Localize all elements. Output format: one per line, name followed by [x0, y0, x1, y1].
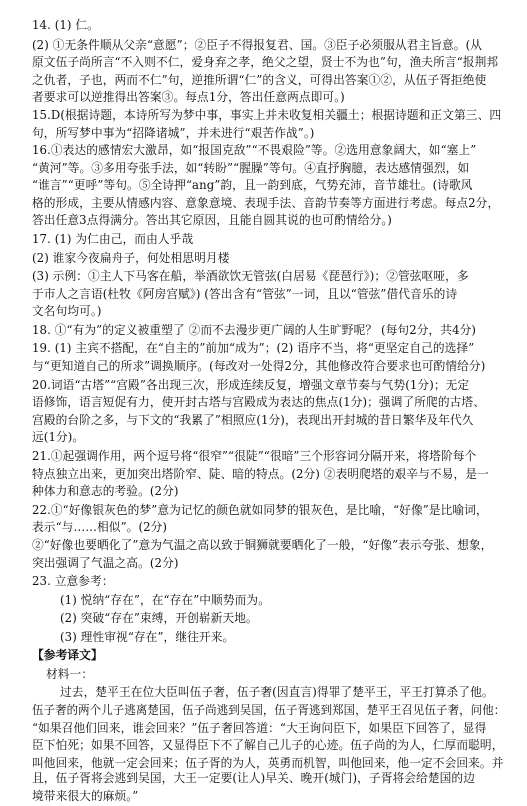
answer-22-line3: ②“好像也要晒化了”意为气温之高以致于铜狮就要晒化了一般，“好像”表示夸张、想象， — [32, 537, 493, 552]
translation-line6: 且，伍子胥将会逃到吴国，大王一定要(让人)早关、晚开(城门)，子胥将会给楚国的边 — [32, 771, 475, 786]
answer-17-part1: 17. (1) 为仁由己，而由人乎哉 — [32, 232, 194, 246]
answer-21-line2: 特点独立出来，更加突出塔阶窄、陡、暗的特点。(2分) ②表明爬塔的艰辛与不易，是一 — [32, 466, 489, 481]
translation-line1: 过去，楚平王在位大臣叫伍子奢，伍子奢(因直言)得罪了楚平王，平王打算杀了他。 — [60, 685, 494, 700]
translation-line5: 叫他回来，他就一定会回来；伍子胥的为人，英勇而机智，叫他回来，他一定不会回来。并 — [32, 755, 504, 770]
answer-16-line2: “黄河”等。③多用夸张手法，如“转盼”“腥臊”等句。④直抒胸臆，表达感情强烈，如 — [32, 160, 470, 175]
answer-16-line5: 答出任意3点得满分。答出其它原因，且能自圆其说的也可酌情给分。) — [32, 213, 392, 228]
translation-line7: 境带来很大的麻烦。” — [32, 789, 139, 803]
answer-17-part3-line3: 文名句均可。) — [32, 304, 102, 319]
material-one-label: 材料一： — [46, 666, 94, 681]
answer-16-line1: 16.①表达的感情宏大激昂，如“报国克敌”“不畏艰险”等。②选用意象阔大，如“塞上” — [32, 143, 477, 158]
answer-17-part2: (2) 谁家今夜扁舟子，何处相思明月楼 — [32, 250, 230, 265]
answer-14-part2-line4: 者要求可以逆推得出答案③。每点1分，答出任意两点即可。) — [32, 90, 345, 105]
answer-14-part2-line3: 之仇者，子也，两而不仁”句，逆推所谓“仁”的含义，可得出答案①②，从伍子胥拒绝使 — [32, 72, 487, 87]
answer-23-idea2: (2) 突破“存在”束缚，开创崭新天地。 — [60, 611, 258, 626]
translation-heading: 【参考译文】 — [32, 648, 103, 663]
answer-23-idea3: (3) 理性审视“存在”，继往开来。 — [60, 629, 235, 644]
answer-17-part3-line1: (3) 示例：①主人下马客在船，举酒欲饮无管弦(白居易《琵琶行》)；②管弦呕哑，多 — [32, 269, 469, 284]
answer-20-line4: 远(1分)。 — [32, 430, 85, 445]
answer-22-line4: 突出强调了气温之高。(2分) — [32, 555, 179, 570]
answer-14-part2-line2: 原文伍子尚所言“不入则不仁，爱身弃之孝，绝父之望，贤士不为也”句，渔夫所言“报荆邦 — [32, 55, 499, 70]
answer-23-idea1: (1) 悦纳“存在”，在“存在”中顺势而为。 — [60, 592, 270, 607]
answer-15-line1: 15.D(根据诗题，本诗所写为梦中事，事实上并未收复相关疆土；根据诗题和正文第三、四 — [32, 107, 502, 122]
translation-line2: 伍子奢的两个儿子逃离楚国，伍子尚逃到吴国，伍子胥逃到郑国，楚平王召见伍子奢，问他： — [32, 703, 506, 717]
answer-19-line1: 19. (1) 主宾不搭配，在“自主的”前加“成为”；(2) 语序不当，将“更坚定自己的选择” — [32, 341, 475, 356]
answer-18: 18. ①“有为”的定义被重塑了 ②而不去漫步更广阔的人生旷野呢？ (每句2分，共4分) — [32, 322, 477, 337]
answer-20-line1: 20.词语“古塔”“宫殿”各出现三次，形成连续反复，增强文章节奏与气势(1分)；无定 — [32, 377, 470, 392]
answer-21-line1: 21.①起强调作用，两个逗号将“很窄”“很陡”“很暗”三个形容词分隔开来，将塔阶每个 — [32, 448, 477, 463]
translation-line3: “如果召他们回来，谁会回来？”伍子奢回答道：“大王询问臣下，如果臣下回答了，显得 — [32, 720, 487, 735]
translation-line4: 臣下怕死；如果不回答，又显得臣下不了解自己儿子的心迹。伍子尚的为人，仁厚而聪明， — [32, 738, 504, 753]
answer-22-line1: 22.①“好像银灰色的梦”意为记忆的颜色就如同梦的银灰色，是比喻，“好像”是比喻词， — [32, 502, 488, 517]
answer-21-line3: 种体力和意志的考验。(2分) — [32, 484, 179, 499]
answer-16-line4: 格的形成，主要从情感内容、意象意境、表现手法、音韵节奏等方面进行考虑。每点2分， — [32, 195, 500, 210]
answer-23-heading: 23. 立意参考： — [32, 574, 114, 588]
answer-19-line2: 与“更知道自己的所求”调换顺序。(每改对一处得2分，其他修改符合要求也可酌情给分) — [32, 359, 486, 373]
answer-16-line3: “谁言”“更呼”等句。⑤全诗押“ang”韵，且一韵到底，气势充沛，音节雄壮。(诗歌风 — [32, 178, 473, 193]
answer-20-line2: 语修饰，语言短促有力，使开封古塔与宫殿成为表达的焦点(1分)；强调了所爬的古塔、 — [32, 395, 485, 410]
answer-14-part2-line1: (2) ①无条件顺从父亲“意愿”；②臣子不得报复君、国。③臣子必须服从君主旨意。(从 — [32, 37, 483, 52]
answer-15-line2: 句，所写梦中事为“招降诸城”，并未进行“艰苦作战”。) — [32, 125, 315, 140]
answer-22-line2: 表示“与……相似”。(2分) — [32, 520, 168, 535]
answer-14-part1: 14. (1) 仁。 — [32, 18, 99, 32]
answer-17-part3-line2: 于市人之言语(杜牧《阿房宫赋》) (答出含有“管弦”一词，且以“管弦”借代音乐的诗 — [32, 286, 458, 301]
answer-20-line3: 宫殿的台阶之多，与下文的“我累了”相照应(1分)，表现出开封城的昔日繁华及年代久 — [32, 412, 474, 427]
